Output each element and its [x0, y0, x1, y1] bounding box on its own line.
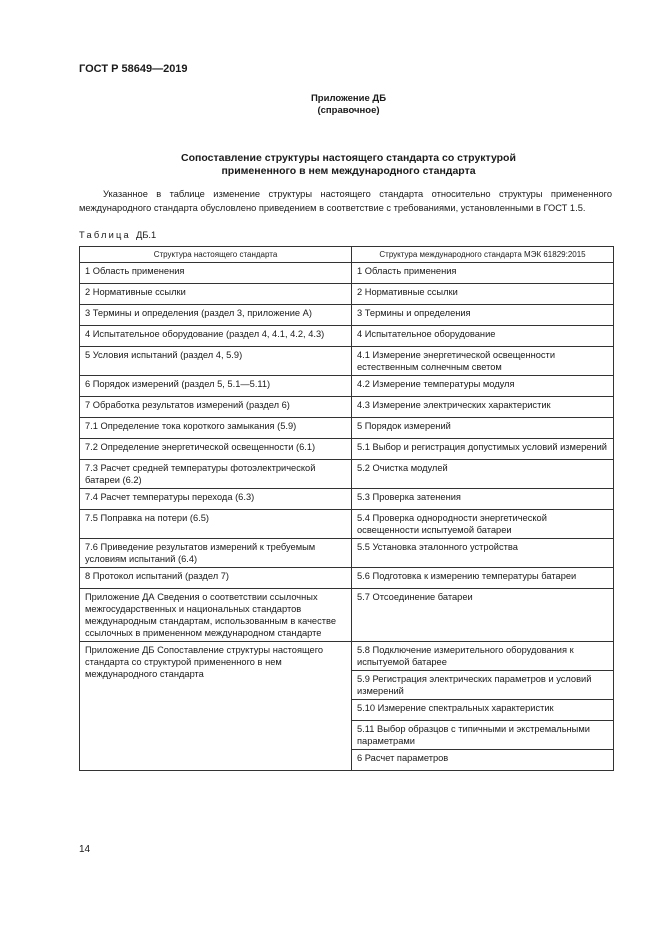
table-cell-left: 7.2 Определение энергетической освещенности (6.1) [80, 439, 352, 460]
table-row [80, 305, 614, 326]
appendix-type: (справочное) [317, 105, 380, 116]
table-header-row [80, 247, 614, 263]
column-header-current: Структура настоящего стандарта [80, 247, 352, 263]
table-row [80, 397, 614, 418]
table-cell-left: 6 Порядок измерений (раздел 5, 5.1—5.11) [80, 376, 352, 397]
table-cell-right: 5.4 Проверка однородности энергетической освещенности испытуемой батареи [352, 510, 614, 539]
table-row [80, 347, 614, 376]
table-cell-left: 7.4 Расчет температуры перехода (6.3) [80, 489, 352, 510]
intro-paragraph: Указанное в таблице изменение структуры настоящего стандарта относительно структуры примененного международного стандарта обусловлено приведением в соответствие с требованиями, установленными в ГОСТ 1.5. [79, 189, 612, 213]
table-row [80, 326, 614, 347]
table-cell-right: 5.11 Выбор образцов с типичными и экстремальными параметрами [352, 721, 614, 750]
table-cell-right: 4.2 Измерение температуры модуля [352, 376, 614, 397]
table-cell-right: 5.10 Измерение спектральных характеристик [352, 700, 614, 721]
table-row [80, 439, 614, 460]
table-cell-right: 5.5 Установка эталонного устройства [352, 539, 614, 568]
table-cell-right: 4.3 Измерение электрических характеристик [352, 397, 614, 418]
table-cell-left: 7.5 Поправка на потери (6.5) [80, 510, 352, 539]
table-cell-left: 8 Протокол испытаний (раздел 7) [80, 568, 352, 589]
table-cell-right: 5.6 Подготовка к измерению температуры батареи [352, 568, 614, 589]
table-cell-right: 5.3 Проверка затенения [352, 489, 614, 510]
table-row [80, 263, 614, 284]
heading-line-1: Сопоставление структуры настоящего стандарта со структурой [181, 152, 516, 164]
table-cell-right: 1 Область применения [352, 263, 614, 284]
table-cell-left: 4 Испытательное оборудование (раздел 4, 4.1, 4.2, 4.3) [80, 326, 352, 347]
table-row [80, 376, 614, 397]
table-cell-left: 7.3 Расчет средней температуры фотоэлектрической батареи (6.2) [80, 460, 352, 489]
table-cell-left: 1 Область применения [80, 263, 352, 284]
page-number: 14 [79, 844, 91, 855]
table-cell-left: 5 Условия испытаний (раздел 4, 5.9) [80, 347, 352, 376]
table-cell-left: 7.1 Определение тока короткого замыкания (5.9) [80, 418, 352, 439]
section-heading [0, 152, 661, 178]
table-cell-left: 2 Нормативные ссылки [80, 284, 352, 305]
table-cell-left: Приложение ДА Сведения о соответствии ссылочных межгосударственных и национальных стандартов международным стандартам, использованным в качестве ссылочных в примененном международном стандарте [80, 589, 352, 642]
table-label-word: Таблица [79, 230, 131, 240]
table-row [80, 489, 614, 510]
table-cell-right: 5 Порядок измерений [352, 418, 614, 439]
table-cell-right: 2 Нормативные ссылки [352, 284, 614, 305]
table-cell-right: 3 Термины и определения [352, 305, 614, 326]
appendix-title: Приложение ДБ [310, 93, 387, 104]
table-cell-right: 5.8 Подключение измерительного оборудования к испытуемой батарее [352, 642, 614, 671]
table-cell-right: 6 Расчет параметров [352, 750, 614, 771]
column-header-international: Структура международного стандарта МЭК 61829:2015 [352, 247, 614, 263]
structure-comparison-table [79, 246, 614, 771]
table-row [80, 510, 614, 539]
table-row [80, 568, 614, 589]
table-row [80, 418, 614, 439]
table-cell-left-merged: Приложение ДБ Сопоставление структуры настоящего стандарта со структурой примененного в нем международного стандарта [80, 642, 352, 771]
appendix-caption [0, 93, 661, 117]
table-row [80, 284, 614, 305]
table-cell-right: 4 Испытательное оборудование [352, 326, 614, 347]
table-cell-right: 5.1 Выбор и регистрация допустимых условий измерений [352, 439, 614, 460]
table-cell-right: 4.1 Измерение энергетической освещенности естественным солнечным светом [352, 347, 614, 376]
heading-line-2: примененного в нем международного стандарта [221, 165, 476, 177]
table-label-number: ДБ.1 [136, 230, 157, 240]
table-label [79, 230, 156, 240]
table-row [80, 589, 614, 642]
table-cell-right: 5.9 Регистрация электрических параметров и условий измерений [352, 671, 614, 700]
table-cell-left: 3 Термины и определения (раздел 3, приложение А) [80, 305, 352, 326]
table-cell-right: 5.2 Очистка модулей [352, 460, 614, 489]
table-row [80, 642, 614, 671]
table-cell-right: 5.7 Отсоединение батареи [352, 589, 614, 642]
table-row [80, 539, 614, 568]
table-cell-left: 7 Обработка результатов измерений (раздел 6) [80, 397, 352, 418]
document-code: ГОСТ Р 58649—2019 [79, 63, 188, 75]
table-cell-left: 7.6 Приведение результатов измерений к требуемым условиям испытаний (6.4) [80, 539, 352, 568]
table-row [80, 460, 614, 489]
